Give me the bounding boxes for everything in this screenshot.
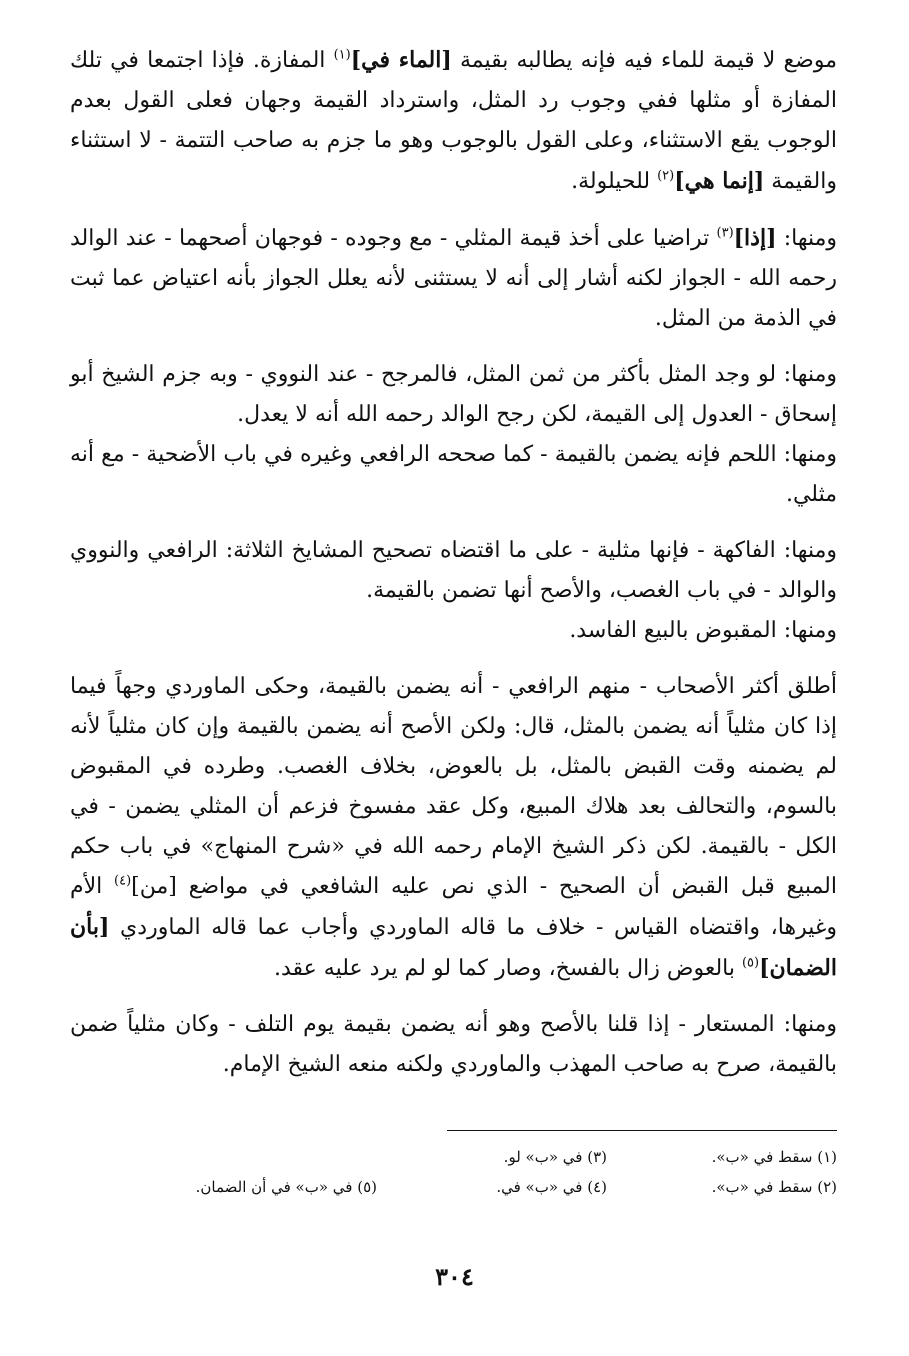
- footnote-marker: (٢): [657, 168, 675, 184]
- footnote-row: [70, 1142, 837, 1172]
- text-run: تراضيا على أخذ قيمة المثلي - مع وجوده - فوجهان أصحهما - عند الوالد رحمه الله - الجواز لكنه أشار إلى أنه لا يستثنى لأنه يعلل الجواز بأنه اعتياض عما ثبت في الذمة من المثل.: [70, 226, 837, 331]
- bracket-insertion: [إذا]: [733, 225, 777, 251]
- page-number: ٣٠٤: [435, 1262, 474, 1291]
- paragraph-companions: [70, 667, 837, 989]
- footnote-marker: (١): [333, 47, 351, 63]
- footnote-3: (٣) في «ب» لو.: [503, 1148, 607, 1166]
- text-run: المفازة. فإذا اجتمعا في تلك المفازة أو مثلها ففي وجوب رد المثل، واسترداد القيمة وجهان فعلى القول بعدم الوجوب يقع الاستثناء، وعلى القول بالوجوب وهو ما جزم به صاحب التتمة - لا استثناء والقيمة: [70, 48, 837, 194]
- paragraph-mutual-consent: [70, 218, 837, 339]
- footnote-marker: (٤): [114, 873, 132, 889]
- paragraph-invalid-sale: ومنها: المقبوض بالبيع الفاسد.: [569, 618, 837, 643]
- paragraph-borrowed: ومنها: المستعار - إذا قلنا بالأصح وهو أنه يضمن بقيمة يوم التلف - وكان مثلياً ضمن بالقيمة، صرح به صاحب المهذب والماوردي ولكنه منعه الشيخ الإمام.: [70, 1012, 837, 1077]
- text-run: الأم وغيرها، واقتضاه القياس - خلاف ما قاله الماوردي وأجاب عما قاله الماوردي: [70, 874, 837, 940]
- footnote-marker: (٥): [741, 955, 760, 971]
- paragraph-higher-price: ومنها: لو وجد المثل بأكثر من ثمن المثل، فالمرجح - عند النووي - وبه جزم الشيخ أبو إسحاق - العدول إلى القيمة، لكن رجح الوالد رحمه الله أنه لا يعدل.: [70, 362, 837, 427]
- bracket-insertion: [الماء في]: [350, 47, 452, 73]
- bracket-insertion: [إنما هي]: [674, 168, 765, 194]
- paragraph-meat: ومنها: اللحم فإنه يضمن بالقيمة - كما صححه الرافعي وغيره في باب الأضحية - مع أنه مثلي.: [70, 442, 837, 507]
- footnote-row: [70, 1172, 837, 1202]
- text-run: موضع لا قيمة للماء فيه فإنه يطالبه بقيمة: [451, 48, 837, 73]
- paragraph-fruit: ومنها: الفاكهة - فإنها مثلية - على ما اقتضاه تصحيح المشايخ الثلاثة: الرافعي والنووي والوالد - في باب الغصب، والأصح أنها تضمن بالقيمة.: [70, 538, 837, 603]
- footnote-1: (١) سقط في «ب».: [711, 1148, 837, 1166]
- text-run: أطلق أكثر الأصحاب - منهم الرافعي - أنه يضمن بالقيمة، وحكى الماوردي وجهاً فيما إذا كان مثلياً أنه يضمن بالمثل، قال: ولكن الأصح أنه يضمن بالقيمة وإن كان مثلياً لأنه لم يضمنه وقت القبض بالمثل، بل بالعوض، بخلاف الغصب. وطرده في المقبوض بالسوم، والتحالف بعد هلاك المبيع، وكل عقد مفسوخ فزعم أن المثلي يضمن - في الكل - بالقيمة. لكن ذكر الشيخ الإمام رحمه الله في «شرح المنهاج» في باب حكم المبيع قبل القبض أن الصحيح - الذي نص عليه الشافعي في مواضع: [70, 674, 837, 899]
- bracket-insertion: [من]: [131, 874, 177, 899]
- body-text: [70, 40, 837, 1101]
- text-run: بالعوض زال بالفسخ، وصار كما لو لم يرد عليه عقد.: [273, 956, 742, 981]
- paragraph-water-value: [70, 40, 837, 202]
- footnote-divider: [447, 1130, 837, 1131]
- footnote-marker: (٣): [716, 225, 734, 241]
- text-run: للحيلولة.: [571, 169, 658, 194]
- text-run: ومنها:: [776, 226, 838, 251]
- bracket-insertion: [بأن الضمان]: [70, 914, 837, 981]
- footnote-5: (٥) في «ب» في أن الضمان.: [195, 1178, 377, 1196]
- footnote-4: (٤) في «ب» في.: [496, 1178, 607, 1196]
- footnotes: [70, 1142, 837, 1202]
- footnote-2: (٢) سقط في «ب».: [711, 1178, 837, 1196]
